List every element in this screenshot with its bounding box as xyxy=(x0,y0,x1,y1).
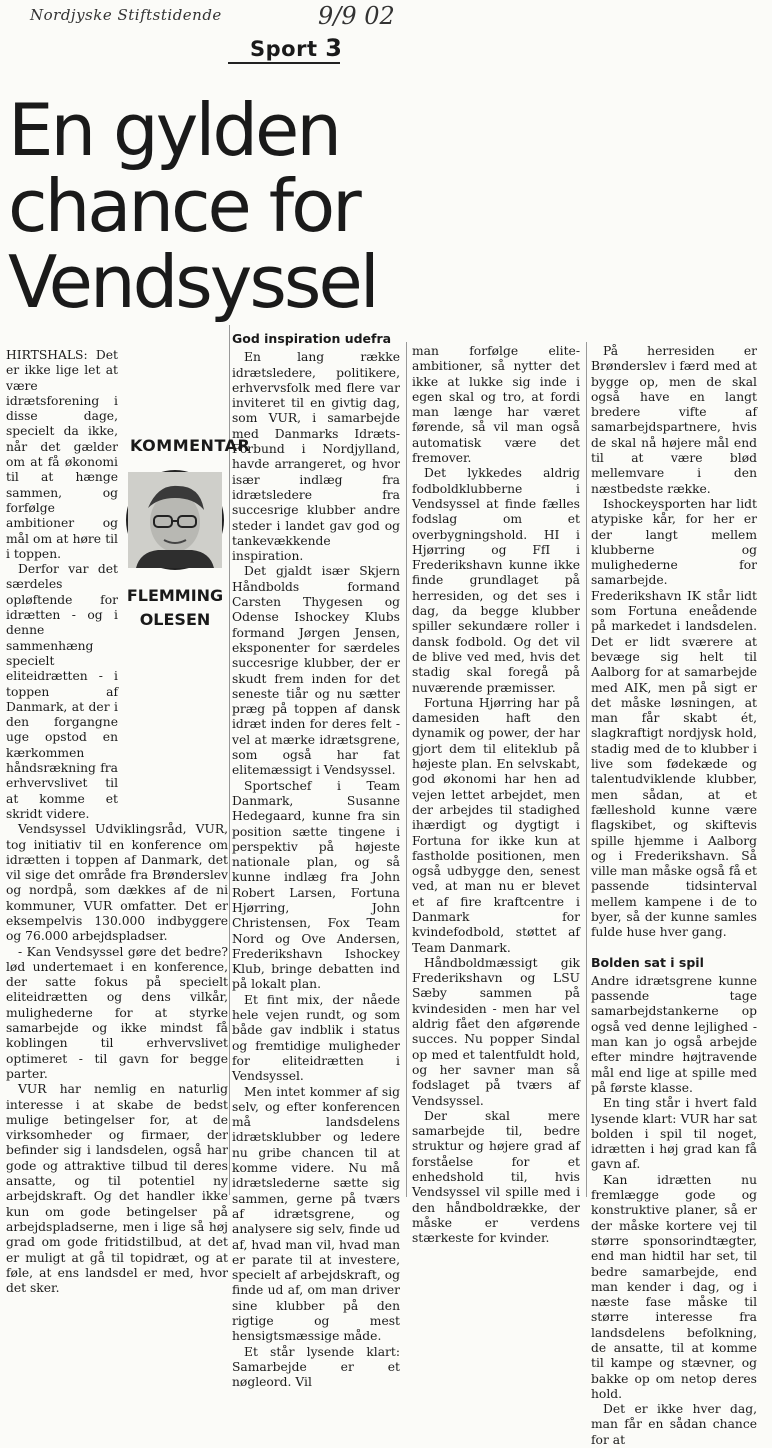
headline-line: Vendsyssel xyxy=(8,240,377,324)
paragraph: Sportschef i Team Danmark, Susanne Hedegaard, kunne fra sin position sætte tingene i perspektiv på højeste nationale plan, og så kunne indlæg fra John Robert Larsen, Fortuna Hjørring, John Christensen, Fox Team Nord og Ove Andersen, Frederikshavn Ishockey Klub, bringe debatten ind på lokalt plan. xyxy=(232,778,400,992)
handwritten-source: Nordjyske Stiftstidende xyxy=(30,6,222,24)
article-column-2 xyxy=(232,325,400,1390)
paragraph: - Kan Vendsyssel gøre det bedre? lød undertemaet i en konference, der satte fokus på specielt eliteidrætten og dens vilkår, mulighederne for at styrke samarbejde og ikke mindst få koblingen til erhvervslivet optimeret - til gavn for begge parter. xyxy=(6,944,228,1081)
section-rule xyxy=(228,62,340,64)
column-rule xyxy=(586,342,587,1197)
subheading: God inspiration udefra xyxy=(232,331,392,346)
subheading: Bolden sat i spil xyxy=(591,954,704,970)
headline xyxy=(8,88,428,324)
paragraph: Ishockeysporten har lidt atypiske kår, for her er der langt mellem klubberne og mulighederne for samarbejde. Frederikshavn IK står lidt som Fortuna eneådende på markedet i landsdelen. Det er lidt sværere at bevæge sig helt til Aalborg for at samarbejde med AIK, men på sigt er det måske løsningen, at man får skabt ét, slagkraftigt nordjysk hold, stadig med de to klubber i live som fødekæde og talentudviklende klubber, men sådan, at et fælleshold kunne være flagskibet, og skiftevis spille hjemme i Aalborg og i Frederikshavn. Så ville man måske også få et passende tidsinterval mellem kampene i de to byer, så der kunne samles fulde huse hver gang. xyxy=(591,496,757,940)
paragraph: Kan idrætten nu fremlægge gode og konstruktive planer, så er der måske kortere vej til større sponsorindtægter, end man hidtil har set, til bedre samarbejde, end man kender i dag, og i næste fase måske til større interesse fra landsdelens befolkning, de ansatte, til at komme til kampe og stævner, og bakke op om netop deres hold. xyxy=(591,1172,757,1401)
paragraph: Det er ikke hver dag, man får en sådan chance for at xyxy=(591,1402,757,1447)
paragraph: Håndboldmæssigt gik Frederikshavn og LSU Sæby sammen på kvindesiden - men har vel aldrig fået den afgørende succes. Nu popper Sindal op med et talentfuldt hold, og her savner man så fodslaget på tværs af Vendsyssel. xyxy=(412,955,580,1108)
paragraph: På herresiden er Brønderslev i færd med at bygge op, men de skal også have en langt bredere vifte af samarbejdspartnere, hvis de skal nå højere mål end til at være blød mellemvare i den næstbedste række. xyxy=(591,344,757,496)
paragraph: Et står lysende klart: Samarbejde er et nøgleord. Vil xyxy=(232,1344,400,1390)
paragraph: Derfor var det særdeles opløftende for idrætten - og i denne sammenhæng specielt eliteidrætten - i toppen af Danmark, at der i den forgangne uge opstod en kærkommen håndsrækning fra erhvervslivet til at komme et skridt videre. xyxy=(6,562,118,821)
author-first-name: FLEMMING xyxy=(126,586,224,605)
paragraph: HIRTSHALS: Det er ikke lige let at være idrætsforening i disse dage, specielt da ikke, når det gælder om at få økonomi til at hænge sammen, og forfølge ambitioner og mål om at høre til i toppen. xyxy=(6,348,118,561)
headline-line: En gylden xyxy=(8,88,339,172)
paragraph: Fortuna Hjørring har på damesiden haft den dynamik og power, der har gjort dem til eliteklub på højeste plan. En selvskabt, god økonomi har hen ad vejen lettet arbejdet, men der arbejdes til stadighed ihærdigt og dygtigt i Fortuna for ikke kun at fastholde positionen, men også udbygge den, senest ved, at man nu er blevet et af fire kraftcentre i Danmark for kvindefodbold, støttet af Team Danmark. xyxy=(412,695,580,955)
article-column-3 xyxy=(412,344,580,1246)
section-label xyxy=(250,34,343,62)
handwritten-date: 9/9 02 xyxy=(318,2,395,30)
paragraph: Andre idrætsgrene kunne passende tage samarbejdstankerne op også ved denne lejlighed - man kan jo også arbejde efter mindre højtravende mål end lige at spille med på første klasse. xyxy=(591,973,757,1095)
author-last-name: OLESEN xyxy=(139,610,211,629)
author-name xyxy=(124,584,226,632)
paragraph: En ting står i hvert fald lysende klart: VUR har sat bolden i spil til noget, idrætten i høj grad kan få gavn af. xyxy=(591,1096,757,1172)
paragraph: VUR har nemlig en naturlig interesse i at skabe de bedst mulige betingelser for, at de virksomheder og firmaer, der befinder sig i landsdelen, også har gode og attraktive tilbud til deres ansatte, og til potentiel ny arbejdskraft. Og det handler ikke kun om gode betingelser på arbejdspladserne, men i lige så høj grad om gode fritidstilbud, at det er muligt at gå til topidræt, og at føle, at ens landsdel er med, hvor det sker. xyxy=(6,1082,228,1296)
paragraph: man forfølge elite-ambitioner, så nytter det ikke at lukke sig inde i egen skal og tro, at fordi man længe har været førende, så vil man også automatisk være det fremover. xyxy=(412,344,580,466)
headline-line: chance for xyxy=(8,164,359,248)
paragraph: Men intet kommer af sig selv, og efter konferencen må landsdelens idrætsklubber og ledere nu gribe chancen til at komme videre. Nu må idrætslederne sætte sig sammen, gerne på tværs af idrætsgrene, og analysere sig selv, finde ud af, hvad man vil, hvad man er parate til at investere, specielt af arbejdskraft, og finde ud af, om man driver sine klubber på den rigtige og mest hensigtsmæssige måde. xyxy=(232,1084,400,1344)
page-number: 3 xyxy=(325,34,343,62)
kommentar-label: KOMMENTAR xyxy=(130,436,251,455)
column-rule xyxy=(229,325,230,1195)
paragraph: Et fint mix, der nåede hele vejen rundt, og som både gav indblik i status og fremtidige muligheder for eliteidrætten i Vendsyssel. xyxy=(232,992,400,1084)
section-name: Sport xyxy=(250,37,318,61)
paragraph: Der skal mere samarbejde til, bedre struktur og højere grad af forståelse for et enhedshold til, hvis Vendsyssel vil spille med i den håndboldrække, der måske er verdens stærkeste for kvinder. xyxy=(412,1108,580,1246)
article-column-4 xyxy=(591,344,757,1447)
column-1-wrapped-text xyxy=(6,348,118,822)
paragraph: En lang række idrætsledere, politikere, erhvervsfolk med flere var inviteret til en givtig dag, som VUR, i samarbejde med Danmarks Idræts-Forbund i Nordjylland, havde arrangeret, og hvor især indlæg fra idrætsledere fra succesrige klubber andre steder i landet gav god og tankevækkende inspiration. xyxy=(232,350,400,564)
author-portrait-drawing xyxy=(128,472,222,568)
paragraph: Det lykkedes aldrig fodboldklubberne i Vendsyssel at finde fælles fodslag om et overbygningshold. HI i Hjørring og FfI i Frederikshavn kunne ikke finde grundlaget på herresiden, og det ses i dag, da begge klubber spiller sekundære roller i dansk fodbold. Og det vil de blive ved med, hvis det stadig skal foregå på nuværende præmisser. xyxy=(412,466,580,695)
paragraph: Vendsyssel Udviklingsråd, VUR, tog initiativ til en konference om idrætten i toppen af Danmark, det vil sige det område fra Brønderslev og nordpå, som dækkes af de ni kommuner, VUR omfatter. Det er eksempelvis 130.000 indbyggere og 76.000 arbejdspladser. xyxy=(6,822,228,944)
paragraph: Det gjaldt især Skjern Håndbolds formand Carsten Thygesen og Odense Ishockey Klubs formand Jørgen Jensen, eksponenter for særdeles succesrige klubber, der er skudt frem inden for det seneste tiår og nu sætter præg på toppen af dansk idræt inden for deres felt - vel at mærke idrætsgrene, som også har fat elitemæssigt i Vendsyssel. xyxy=(232,564,400,778)
column-rule xyxy=(406,342,407,1197)
author-photo xyxy=(126,470,224,570)
